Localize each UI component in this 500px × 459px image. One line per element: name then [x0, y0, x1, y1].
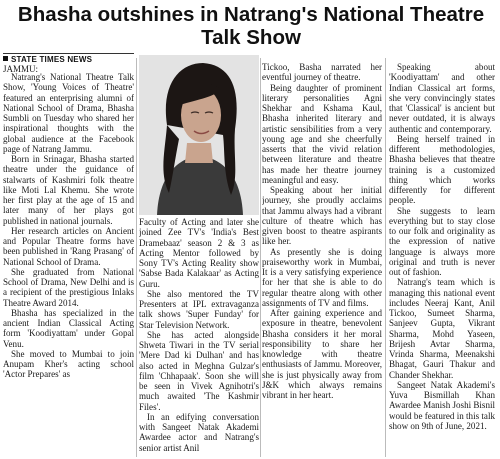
paragraph: Her research articles on Ancient and Popular Theatre forms have been published in 'Rang Prasang' of National School of Drama. — [3, 225, 134, 267]
paragraph: Sangeet Natak Akademi's Yuva Bismillah Khan Awardee Manish Joshi Bisnil would be featured in this talk show on 9th of June, 2021. — [389, 379, 495, 431]
dateline: JAMMU: — [3, 64, 39, 74]
article-column-3 — [262, 62, 382, 457]
column-divider — [136, 58, 137, 457]
article-column-1 — [3, 72, 134, 457]
paragraph: Being herself trained in different methodologies, Bhasha believes that theatre training is a customized thing which works differently for different people. — [389, 133, 495, 206]
news-kicker — [3, 55, 134, 64]
paragraph: Natrang's National Theatre Talk Show, 'Young Voices of Theatre' featured an enterprising alumni of National School of Drama, Bhasha Sumbli on Tuesday who shared her inspirational thoughts with the global audience at the Facebook page of Natrang Jammu. — [3, 72, 134, 154]
paragraph: She has acted alongside Shweta Tiwari in the TV serial 'Mere Dad ki Dulhan' and has also acted in Meghna Gulzar's film 'Chhapaak'. Soon she will be seen in Vivek Agnihotri's much awaited 'The Kashmir Files'. — [139, 329, 259, 412]
paragraph: After gaining experience and exposure in theatre, benevolent Bhasha considers it her moral responsibility to share her knowledge with theatre enthusiasts of Jammu. Moreover, she is just physically away from J&K which always remains vibrant in her heart. — [262, 308, 382, 400]
article-column-2 — [139, 217, 259, 457]
article-column-4 — [389, 62, 495, 457]
paragraph: In an edifying conversation with Sangeet Natak Akademi Awardee actor and Natrang's senior artist Anil — [139, 411, 259, 453]
paragraph: She suggests to learn everything but to stay close to our folk and originality as the expression of native language is always more original and truth is never out of fashion. — [389, 205, 495, 277]
column-divider — [385, 58, 386, 457]
paragraph: As presently she is doing praiseworthy work in Mumbai, It is a very satisfying experience for her that she is able to do regular theatre along with other assignments of TV and films. — [262, 246, 382, 308]
paragraph: Faculty of Acting and later she joined Zee TV's 'India's Best Dramebaaz' season 2 & 3 as Acting Mentor followed by Sony TV's Acting Reality show 'Sabse Bada Kalakaar' as Acting Guru. — [139, 217, 259, 289]
paragraph: Natrang's team which is managing this national event includes Neeraj Kant, Anil Tickoo, Sumeet Sharma, Sanjeev Gupta, Vikrant Sharma, Mohd Yaseen, Brijesh Avtar Sharma, Vrinda Sharma, Meenakshi Bhagat, Gauri Thakur and Chander Shekhar. — [389, 277, 495, 380]
paragraph: Tickoo, Basha narrated her eventful journey of theatre. — [262, 62, 382, 83]
paragraph: She moved to Mumbai to join Anupam Kher's acting school 'Actor Prepares' as — [3, 348, 134, 380]
kicker-rule — [3, 53, 134, 54]
column-divider — [260, 58, 261, 457]
portrait-illustration — [139, 55, 259, 215]
paragraph: Bhasha has specialized in the ancient Indian Classical Acting form 'Koodiyattam' under Gopal Venu. — [3, 307, 134, 349]
portrait-photo — [139, 55, 259, 215]
kicker-label: STATE TIMES NEWS — [11, 55, 93, 64]
paragraph: She graduated from National School of Drama, New Delhi and is a recipient of the prestigious Inlaks Theatre Award 2014. — [3, 266, 134, 308]
paragraph: She also mentored the TV Presenters at IPL extravaganza talk shows 'Super Funday' for Star Television Network. — [139, 288, 259, 330]
paragraph: Being daughter of prominent literary personalities Agni Shekhar and Kshama Kaul, Bhasha inherited literary and artistic sensibilities from a very young age and she cheerfully asserts that the vivid relation between literature and theatre has made her theatre journey meaningful and easy. — [262, 82, 382, 185]
paragraph: Speaking about 'Koodiyattam' and other Indian Classical art forms, she very convincingly states that 'Classical' is ancient but never outdated, it is always authentic and contemporary. — [389, 62, 495, 134]
paragraph: Born in Srinagar, Bhasha started theatre under the guidance of stalwarts of Kashmiri folk theatre like Moti Lal Khemu. She wrote her first play at the age of 15 and later many of her plays got published in national journals. — [3, 154, 134, 226]
square-bullet-icon — [3, 56, 8, 61]
article-headline: Bhasha outshines in Natrang's National Theatre Talk Show — [17, 3, 485, 49]
paragraph: Speaking about her initial journey, she proudly acclaims that Jammu always had a vibrant culture of theatre which has given boost to theatre aspirants like her. — [262, 185, 382, 247]
